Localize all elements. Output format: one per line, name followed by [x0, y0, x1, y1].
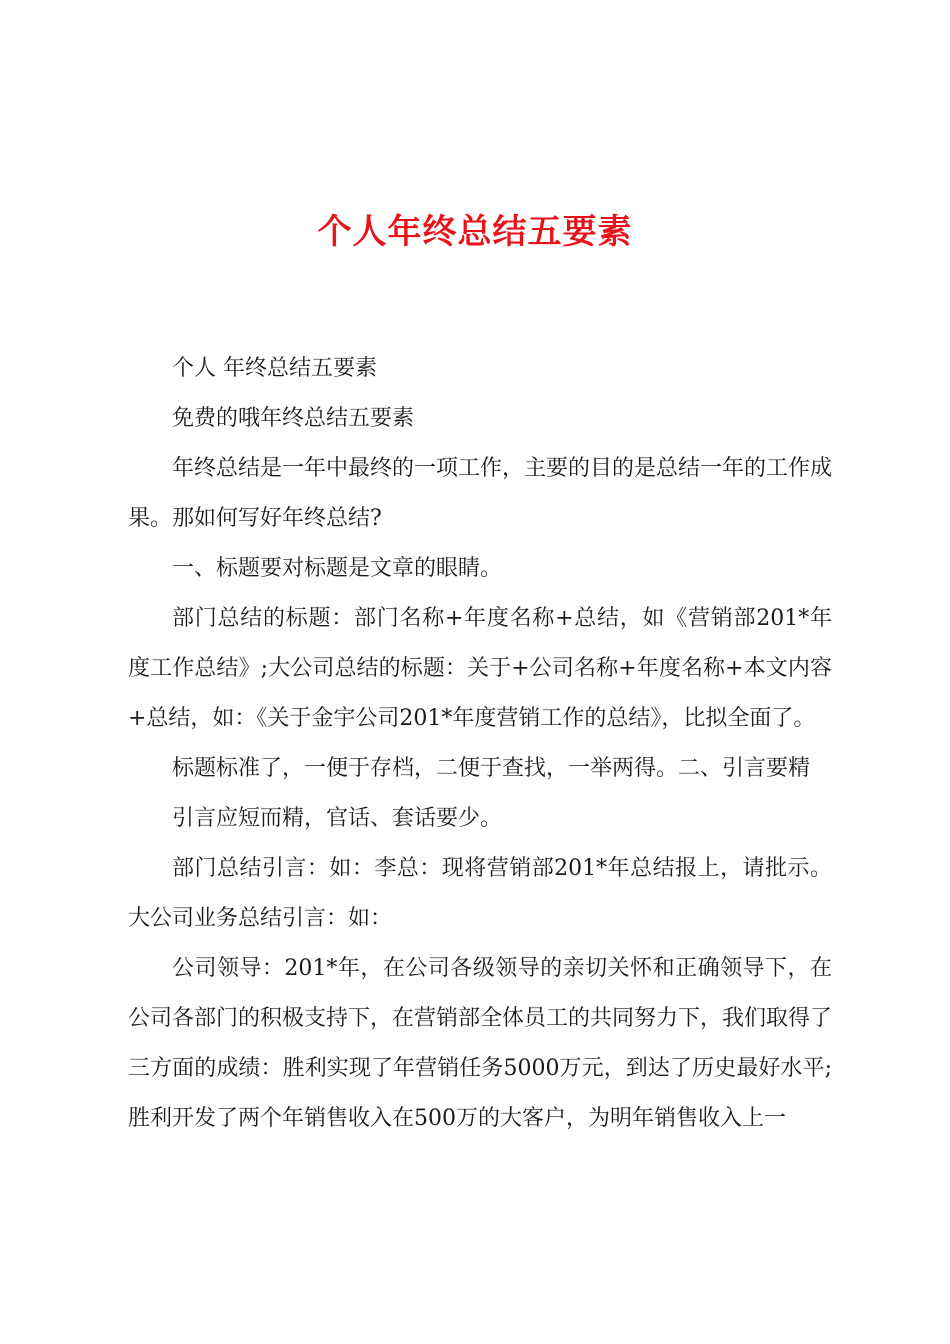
document-body	[128, 344, 832, 1144]
paragraph: 一、标题要对标题是文章的眼睛。	[172, 556, 503, 581]
paragraph: 引言应短而精，官话、套话要少。	[172, 806, 503, 831]
paragraph: 公司领导：201*年，在公司各级领导的亲切关怀和正确领导下，在公司各部门的积极支持下，在营销部全体员工的共同努力下，我们取得了三方面的成绩：胜利实现了年营销任务5000万元，到达了历史最好水平;胜利开发了两个年销售收入在500万的大客户，为明年销售收入上一	[128, 956, 833, 1131]
document-title: 个人年终总结五要素	[317, 212, 633, 252]
paragraph: 部门总结引言：如：李总：现将营销部201*年总结报上，请批示。大公司业务总结引言：如：	[128, 856, 832, 931]
paragraph: 免费的哦年终总结五要素	[172, 406, 415, 431]
paragraph: 部门总结的标题：部门名称+年度名称+总结，如《营销部201*年度工作总结》;大公司总结的标题：关于+公司名称+年度名称+本文内容+总结，如：《关于金宇公司201*年度营销工作的总结》，比拟全面了。	[128, 606, 832, 731]
paragraph: 个人 年终总结五要素	[172, 356, 377, 381]
paragraph: 标题标准了，一便于存档，二便于查找，一举两得。二、引言要精	[172, 756, 811, 781]
paragraph: 年终总结是一年中最终的一项工作，主要的目的是总结一年的工作成果。那如何写好年终总结?	[128, 456, 833, 531]
